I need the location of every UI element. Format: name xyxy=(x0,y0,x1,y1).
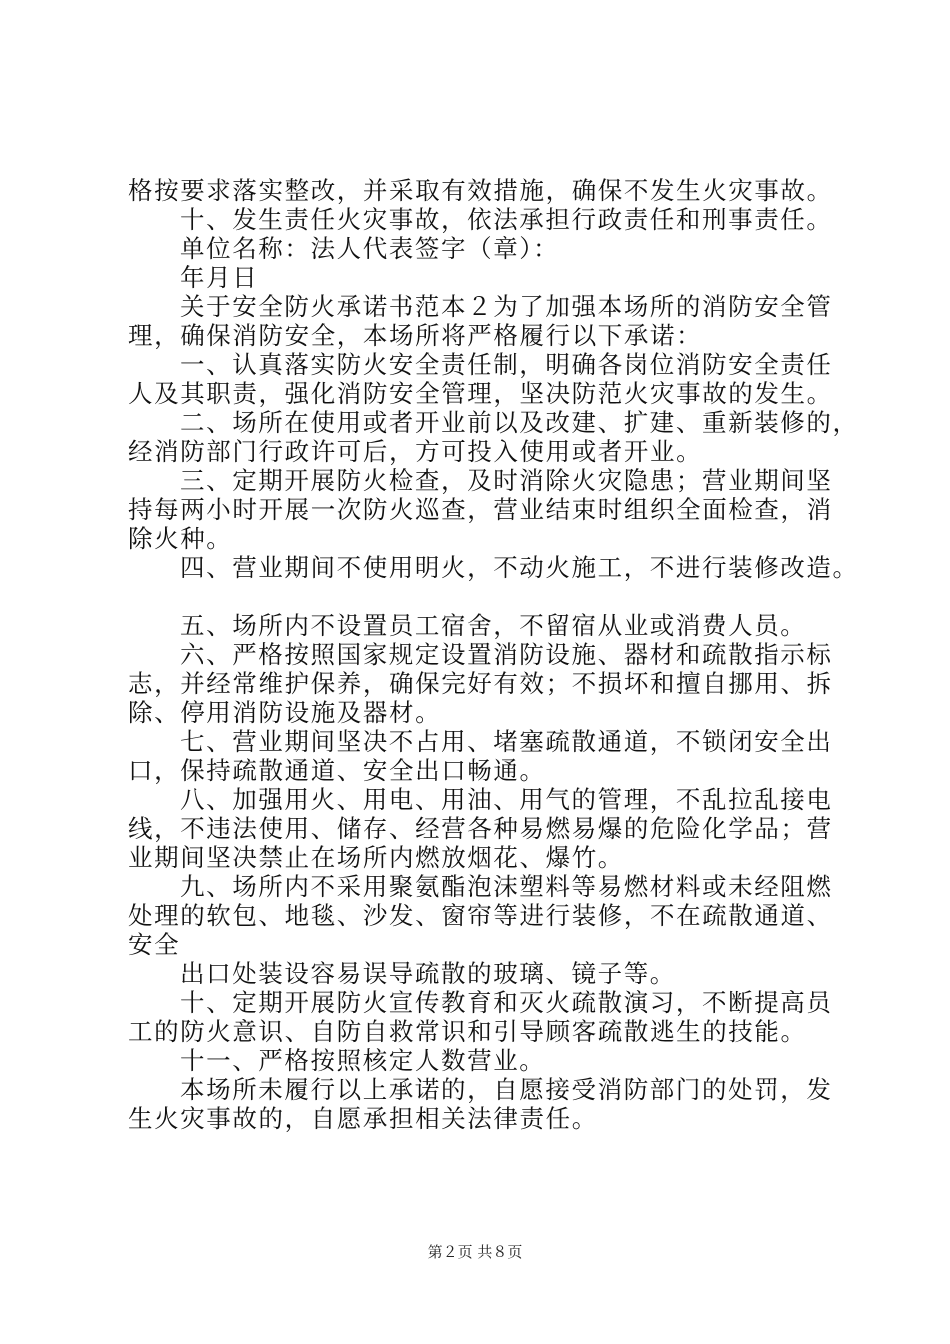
text-line: 理，确保消防安全，本场所将严格履行以下承诺： xyxy=(128,321,703,350)
text-line: 生火灾事故的，自愿承担相关法律责任。 xyxy=(128,1104,598,1133)
text-line: 安全 xyxy=(128,930,181,959)
text-line: 二、场所在使用或者开业前以及改建、扩建、重新装修的， xyxy=(180,408,859,437)
text-line: 线，不违法使用、储存、经营各种易燃易爆的危险化学品；营 xyxy=(128,814,833,843)
text-line: 三、定期开展防火检查，及时消除火灾隐患；营业期间坚 xyxy=(180,466,833,495)
text-line: 本场所未履行以上承诺的，自愿接受消防部门的处罚，发 xyxy=(180,1075,833,1104)
text-line: 八、加强用火、用电、用油、用气的管理，不乱拉乱接电 xyxy=(180,785,833,814)
text-line: 六、严格按照国家规定设置消防设施、器材和疏散指示标 xyxy=(180,640,833,669)
text-line: 口，保持疏散通道、安全出口畅通。 xyxy=(128,756,546,785)
text-line: 十、发生责任火灾事故，依法承担行政责任和刑事责任。 xyxy=(180,205,833,234)
document-body xyxy=(128,176,859,1133)
text-line: 五、场所内不设置员工宿舍，不留宿从业或消费人员。 xyxy=(180,611,807,640)
text-line: 十一、严格按照核定人数营业。 xyxy=(180,1046,546,1075)
text-line: 一、认真落实防火安全责任制，明确各岗位消防安全责任 xyxy=(180,350,833,379)
text-line: 出口处装设容易误导疏散的玻璃、镜子等。 xyxy=(180,959,676,988)
text-line: 经消防部门行政许可后，方可投入使用或者开业。 xyxy=(128,437,703,466)
text-line: 单位名称：法人代表签字（章）： xyxy=(180,234,560,263)
text-line: 除、停用消防设施及器材。 xyxy=(128,698,442,727)
text-line: 年月日 xyxy=(180,263,259,292)
text-line: 七、营业期间坚决不占用、堵塞疏散通道，不锁闭安全出 xyxy=(180,727,833,756)
text-line: 人及其职责，强化消防安全管理，坚决防范火灾事故的发生。 xyxy=(128,379,833,408)
text-line: 持每两小时开展一次防火巡查，营业结束时组织全面检查，消 xyxy=(128,495,833,524)
text-line: 除火种。 xyxy=(128,524,233,553)
text-line: 关于安全防火承诺书范本２为了加强本场所的消防安全管 xyxy=(180,292,833,321)
page-footer: 第２页 共８页 xyxy=(427,1243,523,1261)
text-line: 十、定期开展防火宣传教育和灭火疏散演习，不断提高员 xyxy=(180,988,833,1017)
blank-line xyxy=(128,582,844,611)
text-line: 格按要求落实整改，并采取有效措施，确保不发生火灾事故。 xyxy=(128,176,833,205)
text-line: 处理的软包、地毯、沙发、窗帘等进行装修，不在疏散通道、 xyxy=(128,901,833,930)
text-line: 工的防火意识、自防自救常识和引导顾客疏散逃生的技能。 xyxy=(128,1017,807,1046)
text-line: 四、营业期间不使用明火，不动火施工，不进行装修改造。 xyxy=(180,553,859,582)
text-line: 业期间坚决禁止在场所内燃放烟花、爆竹。 xyxy=(128,843,624,872)
text-line: 志，并经常维护保养，确保完好有效；不损坏和擅自挪用、拆 xyxy=(128,669,833,698)
text-line: 九、场所内不采用聚氨酯泡沫塑料等易燃材料或未经阻燃 xyxy=(180,872,833,901)
